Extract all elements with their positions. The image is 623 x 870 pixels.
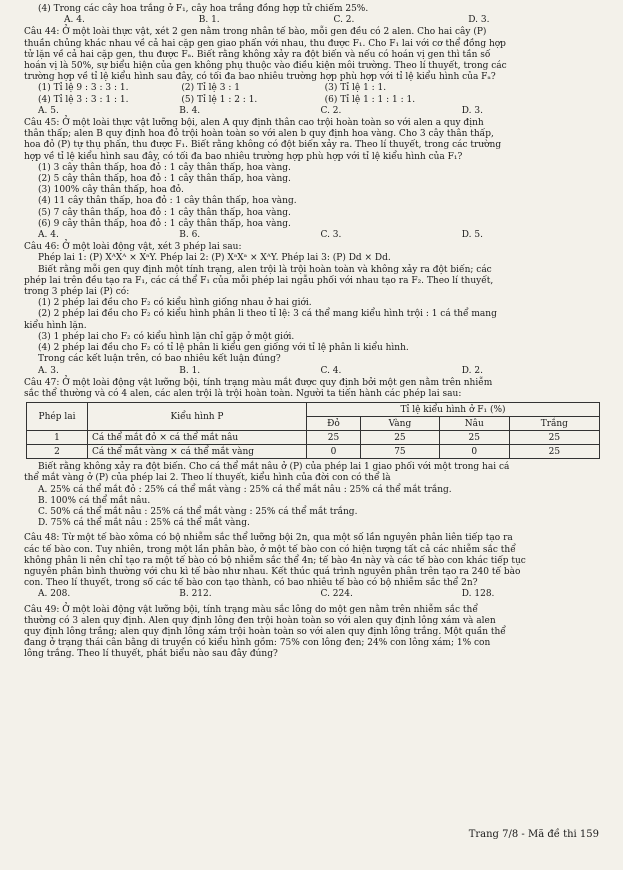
q48-line: con. Theo lí thuyết, trong số các tế bào con tạo thành, có bao nhiêu tế bào có bộ nhiễm sắc thể 2n? <box>24 578 478 589</box>
table-subheader: Vàng <box>361 417 440 431</box>
option-a[interactable]: A. 5. <box>38 105 59 116</box>
option-d[interactable]: D. 5. <box>461 230 483 241</box>
q45-line: thân thấp; alen B quy định hoa đỏ trội hoàn toàn so với alen b quy định hoa vàng. Cho 3 cây thân thấp, <box>24 129 494 140</box>
option-d[interactable]: D. 2. <box>461 365 483 376</box>
q46-line: (3) 1 phép lai cho F₂ có kiểu hình lặn chỉ gặp ở một giới. <box>38 331 295 342</box>
option-d[interactable]: D. 3. <box>461 105 483 116</box>
option-a[interactable]: A. 4. <box>64 15 85 26</box>
q46-line: phép lai trên đều tạo ra F₁, các cá thể F₁ của mỗi phép lai ngẫu phối với nhau tạo ra F₂. Theo lí thuyết, <box>24 275 494 286</box>
option-c[interactable]: C. 50% cá thể mắt nâu : 25% cá thể mắt vàng : 25% cá thể mắt trắng. <box>38 506 358 517</box>
question-46 <box>24 242 603 376</box>
table-cell: 25 <box>509 445 599 459</box>
q45-case: (5) 7 cây thân thấp, hoa đỏ : 1 cây thân thấp, hoa vàng. <box>38 207 291 218</box>
q44-line: hoán vị là 50%, sự biểu hiện của gen không phụ thuộc vào điều kiện môi trường. Theo lí thuyết, trong các <box>24 61 507 72</box>
option-d[interactable]: D. 3. <box>468 15 490 26</box>
q46-line: kiểu hình lặn. <box>24 320 87 331</box>
table-cell: 0 <box>307 445 361 459</box>
option-a[interactable]: A. 4. <box>38 230 59 241</box>
table-subheader: Nâu <box>439 417 509 431</box>
q44-case: (6) Tỉ lệ 1 : 1 : 1 : 1. <box>324 94 416 105</box>
table-header: Tỉ lệ kiểu hình ở F₁ (%) <box>307 403 600 417</box>
option-b[interactable]: B. 1. <box>179 365 201 376</box>
option-b[interactable]: B. 100% cá thể mắt nâu. <box>38 495 151 506</box>
question-49 <box>24 605 603 661</box>
q47-line: Biết rằng không xảy ra đột biến. Cho cá thể mắt nâu ở (P) của phép lai 1 giao phối với một trong hai cá <box>38 462 510 473</box>
q44-case: (5) Tỉ lệ 1 : 2 : 1. <box>181 94 258 105</box>
option-b[interactable]: B. 212. <box>179 589 212 600</box>
option-d[interactable]: D. 128. <box>461 589 495 600</box>
q48-line: Câu 48: Từ một tế bào xôma có bộ nhiễm sắc thể lưỡng bội 2n, qua một số lần nguyên phân liên tiếp tạo ra <box>24 533 513 544</box>
phenotype-table <box>26 402 600 459</box>
table-row <box>27 445 600 459</box>
question-44 <box>24 27 603 117</box>
q44-line: tử lặn về cả hai cặp gen, thu được Fₐ. Biết rằng không xảy ra đột biến và nếu có hoán vị gen thì tần số <box>24 49 491 60</box>
q49-line: Câu 49: Ở một loài động vật lưỡng bội, tính trạng màu sắc lông do một gen nằm trên nhiễm sắc thể <box>24 604 478 615</box>
q47-line: thể mắt vàng ở (P) của phép lai 2. Theo lí thuyết, kiểu hình của đời con có thể là <box>24 473 391 484</box>
q44-line: trường hợp về tỉ lệ kiểu hình sau đây, có tối đa bao nhiêu trường hợp phù hợp với tỉ lệ kiểu hình của Fₐ? <box>24 72 496 83</box>
q47-line: sắc thể thường và có 4 alen, các alen trội là trội hoàn toàn. Người ta tiến hành các phép lai sau: <box>24 388 462 399</box>
q45-case: (4) 11 cây thân thấp, hoa đỏ : 1 cây thân thấp, hoa vàng. <box>38 196 297 207</box>
q46-options <box>24 366 603 377</box>
table-cell: 2 <box>27 445 88 459</box>
q46-line: (4) 2 phép lai đều cho F₂ có tỉ lệ phân li kiểu gen giống với tỉ lệ phân li kiểu hình. <box>38 343 409 354</box>
table-header: Phép lai <box>27 403 88 431</box>
q44-line: thuần chủng khác nhau về cả hai cặp gen giao phấn với nhau, thu được F₁. Cho F₁ lai với cơ thể đồng hợp <box>24 38 506 49</box>
table-cell: 25 <box>509 431 599 445</box>
q46-line: Trong các kết luận trên, có bao nhiêu kết luận đúng? <box>38 354 281 365</box>
option-d[interactable]: D. 75% cá thể mắt nâu : 25% cá thể mắt vàng. <box>38 518 250 529</box>
option-b[interactable]: B. 6. <box>179 230 201 241</box>
table-cell: 25 <box>439 431 509 445</box>
option-a[interactable]: A. 208. <box>38 589 71 600</box>
q44-cases-row-2 <box>24 95 468 106</box>
q44-case: (4) Tỉ lệ 3 : 3 : 1 : 1. <box>38 94 129 105</box>
option-c[interactable]: C. 2. <box>333 15 355 26</box>
option-c[interactable]: C. 3. <box>320 230 342 241</box>
q46-line: (2) 2 phép lai đều cho F₂ có kiểu hình phân li theo tỉ lệ: 3 cá thể mang kiểu hình trội : 1 cá thể mang <box>38 309 497 320</box>
q45-options <box>24 230 603 241</box>
table-header: Kiểu hình P <box>88 403 307 431</box>
table-cell: 0 <box>439 445 509 459</box>
page-footer: Trang 7/8 - Mã đề thi 159 <box>468 829 599 840</box>
q47-line: Câu 47: Ở một loài động vật lưỡng bội, tính trạng màu mắt được quy định bởi một gen nằm trên nhiễm <box>24 377 493 388</box>
question-48 <box>24 533 603 600</box>
table-subheader: Trắng <box>509 417 599 431</box>
q45-line: Câu 45: Ở một loài thực vật lưỡng bội, alen A quy định thân cao trội hoàn toàn so với alen a quy định <box>24 118 484 129</box>
q49-line: lông trắng. Theo lí thuyết, phát biểu nào sau đây đúng? <box>24 649 278 660</box>
question-45 <box>24 118 603 241</box>
q44-case: (1) Tỉ lệ 9 : 3 : 3 : 1. <box>38 83 129 94</box>
q45-case: (6) 9 cây thân thấp, hoa đỏ : 1 cây thân thấp, hoa vàng. <box>38 218 291 229</box>
table-cell: Cá thể mắt vàng × cá thể mắt vàng <box>88 445 307 459</box>
q46-line: Phép lai 1: (P) XᴬXᴬ × XᵃY. Phép lai 2: (P) XᵃXᵃ × XᴬY. Phép lai 3: (P) Dd × Dd. <box>38 253 391 264</box>
q49-line: thường có 3 alen quy định. Alen quy định lông đen trội hoàn toàn so với alen quy định lông xám và alen <box>24 615 496 626</box>
q46-line: Biết rằng mỗi gen quy định một tính trạng, alen trội là trội hoàn toàn và không xảy ra đột biến; các <box>38 264 492 275</box>
table-subheader: Đỏ <box>307 417 361 431</box>
q48-line: các tế bào con. Tuy nhiên, trong một lần phân bào, ở một tế bào con có hiện tượng tất cả các nhiễm sắc thể <box>24 544 516 555</box>
table-cell: 25 <box>361 431 440 445</box>
q44-case: (2) Tỉ lệ 3 : 1 <box>181 83 240 94</box>
option-a[interactable]: A. 3. <box>38 365 59 376</box>
q45-case: (3) 100% cây thân thấp, hoa đỏ. <box>38 185 184 196</box>
table-cell: 75 <box>361 445 440 459</box>
option-c[interactable]: C. 224. <box>320 589 353 600</box>
q49-line: quy định lông trắng; alen quy định lông xám trội hoàn toàn so với alen quy định lông trắng. Một quần thể <box>24 626 506 637</box>
question-47 <box>24 378 603 530</box>
q44-options <box>24 106 603 117</box>
table-cell: Cá thể mắt đỏ × cá thể mắt nâu <box>88 431 307 445</box>
option-b[interactable]: B. 4. <box>179 105 201 116</box>
q48-options <box>24 589 603 600</box>
q44-case: (3) Tỉ lệ 1 : 1. <box>324 83 387 94</box>
q46-line: Câu 46: Ở một loài động vật, xét 3 phép lai sau: <box>24 242 242 253</box>
q44-cases-row-1 <box>24 83 468 94</box>
q43-statement-4: (4) Trong các cây hoa trắng ở F₁, cây hoa trắng đồng hợp tử chiếm 25%. <box>38 4 369 14</box>
option-a[interactable]: A. 25% cá thể mắt đỏ : 25% cá thể mắt vàng : 25% cá thể mắt nâu : 25% cá thể mắt trắng. <box>38 484 452 495</box>
q45-case: (2) 5 cây thân thấp, hoa đỏ : 1 cây thân thấp, hoa vàng. <box>38 174 291 185</box>
q46-line: (1) 2 phép lai đều cho F₂ có kiểu hình giống nhau ở hai giới. <box>38 298 312 309</box>
q45-line: hoa đỏ (P) tự thụ phấn, thu được F₁. Biết rằng không có đột biến xảy ra. Theo lí thuyết, trong các trường <box>24 140 502 151</box>
q48-line: nguyên phân bình thường với chu kì tế bào như nhau. Kết thúc quá trình nguyên phân trên tạo ra 240 tế bào <box>24 566 521 577</box>
table-cell: 1 <box>27 431 88 445</box>
option-c[interactable]: C. 2. <box>320 105 342 116</box>
q49-line: đang ở trạng thái cân bằng di truyền có kiểu hình gồm: 75% con lông đen; 24% con lông xám; 1% con <box>24 638 491 649</box>
table-row <box>27 431 600 445</box>
q46-line: trong 3 phép lai (P) có: <box>24 287 130 298</box>
q45-case: (1) 3 cây thân thấp, hoa đỏ : 1 cây thân thấp, hoa vàng. <box>38 162 291 173</box>
option-c[interactable]: C. 4. <box>320 365 342 376</box>
option-b[interactable]: B. 1. <box>198 15 220 26</box>
q44-line: Câu 44: Ở một loài thực vật, xét 2 gen nằm trong nhân tế bào, mỗi gen đều có 2 alen. Cho hai cây (P) <box>24 27 487 38</box>
q45-line: hợp về tỉ lệ kiểu hình sau đây, có tối đa bao nhiêu trường hợp phù hợp với tỉ lệ kiểu hình của F₁? <box>24 151 463 162</box>
table-cell: 25 <box>307 431 361 445</box>
q48-line: không phân li nên chỉ tạo ra một tế bào có bộ nhiễm sắc thể 4n; tế bào 4n này và các tế bào con khác tiếp tục <box>24 555 526 566</box>
q43-options <box>24 15 603 26</box>
